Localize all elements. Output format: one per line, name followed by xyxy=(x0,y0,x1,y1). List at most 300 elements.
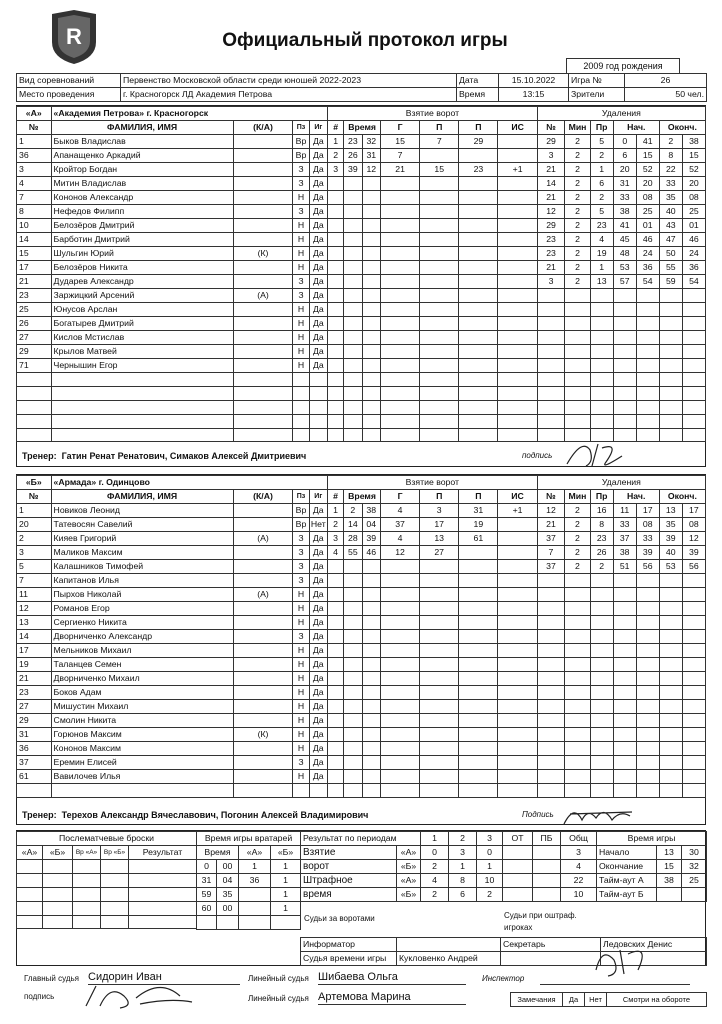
table-cell: 3 xyxy=(537,149,565,163)
table-cell: Пз xyxy=(293,490,309,504)
table-cell: 45 xyxy=(613,233,636,247)
table-cell: Да xyxy=(309,233,327,247)
table-cell: Н xyxy=(293,261,309,275)
table-row xyxy=(17,177,706,191)
table-cell: Сергиенко Никита xyxy=(51,616,233,630)
table-cell: 3 xyxy=(561,846,597,860)
table-cell: 1 xyxy=(239,860,271,874)
table-cell: 55 xyxy=(344,546,362,560)
table-cell: 08 xyxy=(636,191,659,205)
table-cell: Н xyxy=(293,602,309,616)
table-cell: Горюнов Максим xyxy=(51,728,233,742)
table-cell: (К) xyxy=(233,728,293,742)
penalties-title: Удаления xyxy=(537,107,705,121)
referee-signature-icon xyxy=(80,978,200,1012)
table-cell: 27 xyxy=(17,331,52,345)
table-cell: Мельников Михаил xyxy=(51,644,233,658)
table-cell: Кислов Мстислав xyxy=(51,331,233,345)
table-cell: Результат xyxy=(129,846,197,860)
table-cell: 2 xyxy=(477,888,503,902)
table-row xyxy=(17,205,706,219)
table-cell: 8 xyxy=(449,874,477,888)
table-cell: 54 xyxy=(636,275,659,289)
table-cell: 2 xyxy=(590,191,613,205)
table-cell: 4 xyxy=(17,177,52,191)
table-cell xyxy=(233,205,293,219)
table-cell xyxy=(682,888,707,902)
table-cell: Н xyxy=(293,714,309,728)
table-cell: 15 xyxy=(636,149,659,163)
table-cell: 31 xyxy=(362,149,380,163)
table-cell: 2 xyxy=(17,532,52,546)
table-cell: 2 xyxy=(565,546,590,560)
table-cell: 46 xyxy=(636,233,659,247)
table-cell: 2 xyxy=(565,135,590,149)
table-row xyxy=(17,247,706,261)
table-cell: Да xyxy=(309,205,327,219)
table-cell: 29 xyxy=(17,345,52,359)
birth-year: 2009 год рождения xyxy=(566,58,680,73)
table-cell: 4 xyxy=(561,860,597,874)
table-row xyxy=(17,672,706,686)
table-cell xyxy=(233,686,293,700)
table-row xyxy=(17,560,706,574)
goal-judges-label: Судьи за воротами xyxy=(304,914,375,923)
table-cell: «Б» xyxy=(397,860,421,874)
table-cell: Н xyxy=(293,616,309,630)
table-cell xyxy=(498,532,537,546)
table-cell: Да xyxy=(309,630,327,644)
table-cell: Вр «А» xyxy=(73,846,101,860)
table-cell: Г xyxy=(381,121,420,135)
linesman-1-name: Шибаева Ольга xyxy=(318,971,466,985)
table-cell xyxy=(233,770,293,784)
table-cell: 3 xyxy=(17,163,52,177)
table-cell: 55 xyxy=(659,261,682,275)
table-cell: 2 xyxy=(590,560,613,574)
info-table xyxy=(16,73,707,102)
linesman-1-label: Линейный судья xyxy=(248,974,309,983)
table-cell: Оконч. xyxy=(659,121,705,135)
table-cell: Да xyxy=(309,275,327,289)
table-cell: 3 xyxy=(420,504,459,518)
inspector-label: Инспектор xyxy=(482,974,525,983)
table-cell xyxy=(233,630,293,644)
table-cell: 0 xyxy=(477,846,503,860)
table-cell: 56 xyxy=(682,560,705,574)
table-cell: З xyxy=(293,163,309,177)
table-cell: 25 xyxy=(17,303,52,317)
table-cell: Н xyxy=(293,345,309,359)
table-cell: Да xyxy=(309,191,327,205)
table-cell: Да xyxy=(309,247,327,261)
team-b-table xyxy=(16,475,706,798)
table-cell: 13 xyxy=(657,846,682,860)
table-cell: 39 xyxy=(682,546,705,560)
table-cell: Время xyxy=(344,490,381,504)
table-cell: Да xyxy=(309,658,327,672)
table-cell: 29 xyxy=(537,219,565,233)
table-cell: 33 xyxy=(613,518,636,532)
table-cell: 1 xyxy=(17,504,52,518)
table-cell: Богатырев Дмитрий xyxy=(51,317,233,331)
table-cell: Да xyxy=(309,289,327,303)
table-cell: 61 xyxy=(17,770,52,784)
table-row xyxy=(17,588,706,602)
table-row xyxy=(17,658,706,672)
table-cell: Смолин Никита xyxy=(51,714,233,728)
table-cell: 0 xyxy=(421,846,449,860)
table-cell: Мин xyxy=(565,121,590,135)
table-cell xyxy=(233,546,293,560)
table-cell: Оконч. xyxy=(659,490,705,504)
table-row xyxy=(17,728,706,742)
table-cell: 39 xyxy=(344,163,362,177)
table-cell: Нач. xyxy=(613,121,659,135)
table-cell: 50 xyxy=(659,247,682,261)
table-cell: 35 xyxy=(659,518,682,532)
table-cell: 23 xyxy=(590,532,613,546)
table-cell: Кукловенко Андрей xyxy=(397,952,501,966)
table-cell: 59 xyxy=(659,275,682,289)
table-cell: Да xyxy=(309,163,327,177)
table-cell: (А) xyxy=(233,532,293,546)
table-cell: Еремин Елисей xyxy=(51,756,233,770)
table-cell: 26 xyxy=(17,317,52,331)
goalie-time-table xyxy=(196,831,301,930)
table-cell: (А) xyxy=(233,588,293,602)
table-cell: 1 xyxy=(421,832,449,846)
table-cell: 1 xyxy=(271,902,301,916)
table-cell: Да xyxy=(309,728,327,742)
table-cell: 15 xyxy=(381,135,420,149)
table-cell: Таланцев Семен xyxy=(51,658,233,672)
table-cell: Н xyxy=(293,219,309,233)
table-row xyxy=(17,630,706,644)
table-cell: 27 xyxy=(420,546,459,560)
table-cell: 12 xyxy=(380,546,419,560)
table-cell xyxy=(233,616,293,630)
league-logo-icon xyxy=(48,8,100,66)
table-cell: 2 xyxy=(565,532,590,546)
table-cell: 60 xyxy=(197,902,217,916)
table-cell: 14 xyxy=(344,518,362,532)
table-cell: 5 xyxy=(590,135,613,149)
table-cell: 25 xyxy=(636,205,659,219)
referee-sign-label: подпись xyxy=(24,992,55,1001)
table-cell: Секретарь xyxy=(501,938,601,952)
table-cell xyxy=(498,135,537,149)
table-row xyxy=(17,574,706,588)
table-cell: 2 xyxy=(565,177,590,191)
table-cell: Начало xyxy=(597,846,657,860)
table-cell: 22 xyxy=(659,163,682,177)
table-cell: Окончание xyxy=(597,860,657,874)
table-row xyxy=(17,135,706,149)
table-cell: 31 xyxy=(613,177,636,191)
table-cell: 36 xyxy=(17,149,52,163)
table-cell: 04 xyxy=(217,874,239,888)
table-cell: 2 xyxy=(565,205,590,219)
table-cell: 7 xyxy=(537,546,565,560)
table-cell: З xyxy=(293,560,309,574)
table-cell: ФАМИЛИЯ, ИМЯ xyxy=(51,121,233,135)
table-cell: Информатор xyxy=(301,938,397,952)
table-cell xyxy=(233,602,293,616)
table-cell: Пр xyxy=(590,490,613,504)
table-cell: 8 xyxy=(659,149,682,163)
table-cell: 13 xyxy=(659,504,682,518)
table-cell: Да xyxy=(309,602,327,616)
table-cell: +1 xyxy=(498,163,537,177)
table-cell: Дата xyxy=(457,74,499,88)
table-cell: Пр xyxy=(590,121,613,135)
table-cell: 1 xyxy=(328,135,344,149)
table-cell: 33 xyxy=(636,532,659,546)
table-row xyxy=(17,303,706,317)
table-cell: 2 xyxy=(565,233,590,247)
table-cell xyxy=(233,518,293,532)
table-cell: 15 xyxy=(420,163,459,177)
table-cell: Да xyxy=(309,345,327,359)
table-cell: 15 xyxy=(682,149,705,163)
table-cell: 2 xyxy=(565,163,590,177)
table-cell xyxy=(233,658,293,672)
table-cell: 37 xyxy=(613,532,636,546)
table-cell: 2 xyxy=(327,518,343,532)
table-cell: Да xyxy=(309,149,327,163)
table-row xyxy=(17,359,706,373)
table-cell: 26 xyxy=(590,546,613,560)
table-cell: 21 xyxy=(381,163,420,177)
table-row xyxy=(17,219,706,233)
table-cell: Да xyxy=(309,177,327,191)
table-row xyxy=(17,644,706,658)
table-cell xyxy=(233,177,293,191)
table-cell: 53 xyxy=(659,560,682,574)
table-cell xyxy=(233,672,293,686)
table-cell: 37 xyxy=(380,518,419,532)
table-cell: Время xyxy=(457,88,499,102)
secretary-signature-icon xyxy=(590,940,660,980)
table-cell: 08 xyxy=(682,191,705,205)
table-cell: 1 xyxy=(271,888,301,902)
table-cell xyxy=(233,163,293,177)
table-cell: Да xyxy=(309,644,327,658)
table-cell: 48 xyxy=(613,247,636,261)
table-cell: Общ xyxy=(561,832,597,846)
table-row xyxy=(17,616,706,630)
table-cell xyxy=(233,317,293,331)
table-cell: 52 xyxy=(636,163,659,177)
team-b-coach xyxy=(22,810,368,820)
table-cell: Белозёров Никита xyxy=(51,261,233,275)
table-cell: Терехов Александр Вячеславович, Погонин Алексей Владимирович xyxy=(61,810,369,820)
table-row xyxy=(17,602,706,616)
table-cell: Пырхов Николай xyxy=(51,588,233,602)
table-row xyxy=(17,289,706,303)
table-cell: Да xyxy=(309,756,327,770)
table-cell: 8 xyxy=(17,205,52,219)
team-a-sign-label: подпись xyxy=(522,451,553,460)
table-cell: Штрафное xyxy=(301,874,397,888)
table-cell xyxy=(239,888,271,902)
table-cell: 40 xyxy=(659,546,682,560)
table-cell: 2 xyxy=(565,504,590,518)
table-cell: 38 xyxy=(613,205,636,219)
table-cell: 33 xyxy=(613,191,636,205)
table-cell: Взятие xyxy=(301,846,397,860)
table-cell: 28 xyxy=(344,532,362,546)
table-row xyxy=(17,275,706,289)
table-cell: 14 xyxy=(537,177,565,191)
linesman-2-label: Линейный судья xyxy=(248,994,309,1003)
table-cell: 43 xyxy=(659,219,682,233)
table-cell: Да xyxy=(309,616,327,630)
table-cell: Да xyxy=(309,219,327,233)
table-cell: 00 xyxy=(217,860,239,874)
table-cell: 1 xyxy=(271,860,301,874)
table-cell: Иг xyxy=(309,121,327,135)
table-cell: 2 xyxy=(565,149,590,163)
table-cell: Апанащенко Аркадий xyxy=(51,149,233,163)
table-cell: 51 xyxy=(613,560,636,574)
table-cell: Да xyxy=(309,672,327,686)
table-cell: 39 xyxy=(362,532,380,546)
table-cell: 21 xyxy=(17,672,52,686)
table-cell: 2 xyxy=(565,518,590,532)
table-cell: ФАМИЛИЯ, ИМЯ xyxy=(51,490,233,504)
table-cell: Да xyxy=(309,546,327,560)
table-cell: 25 xyxy=(682,205,705,219)
table-cell: Да xyxy=(309,742,327,756)
table-cell: 36 xyxy=(17,742,52,756)
table-cell: 2 xyxy=(565,219,590,233)
table-cell: 32 xyxy=(362,135,380,149)
table-cell: Да xyxy=(309,331,327,345)
table-cell: З xyxy=(293,275,309,289)
table-cell xyxy=(459,546,498,560)
table-cell: Новиков Леонид xyxy=(51,504,233,518)
table-cell: Смотри на обороте xyxy=(607,993,707,1007)
table-cell: Н xyxy=(293,191,309,205)
referee-label: Главный судья xyxy=(24,974,80,983)
table-cell: Романов Егор xyxy=(51,602,233,616)
table-cell: Да xyxy=(309,700,327,714)
table-cell: # xyxy=(328,121,344,135)
table-cell xyxy=(233,359,293,373)
table-row xyxy=(17,518,706,532)
table-cell: 2 xyxy=(565,191,590,205)
table-cell: 37 xyxy=(537,532,565,546)
table-cell: 41 xyxy=(613,219,636,233)
table-cell: 4 xyxy=(327,546,343,560)
table-cell: 3 xyxy=(537,275,565,289)
table-cell xyxy=(233,700,293,714)
table-cell: 41 xyxy=(636,135,659,149)
table-cell xyxy=(498,149,537,163)
table-cell: Вавилочев Илья xyxy=(51,770,233,784)
table-cell: Н xyxy=(293,303,309,317)
table-cell: Тренер: xyxy=(22,451,57,461)
table-cell: 12 xyxy=(17,602,52,616)
table-cell: З xyxy=(293,532,309,546)
team-name: «Академия Петрова» г. Красногорск xyxy=(51,107,328,121)
table-cell: «А» xyxy=(397,874,421,888)
page-title: Официальный протокол игры xyxy=(222,30,508,51)
table-cell: Время xyxy=(197,846,239,860)
table-cell: Маликов Максим xyxy=(51,546,233,560)
table-row xyxy=(17,317,706,331)
table-cell: З xyxy=(293,574,309,588)
table-cell: Дударев Александр xyxy=(51,275,233,289)
table-cell: 10 xyxy=(561,888,597,902)
table-cell xyxy=(233,331,293,345)
table-cell: 12 xyxy=(682,532,705,546)
table-cell: 2 xyxy=(421,888,449,902)
table-cell: Нефедов Филипп xyxy=(51,205,233,219)
table-cell: «Б» xyxy=(397,888,421,902)
table-cell: № xyxy=(17,490,52,504)
table-cell: 56 xyxy=(636,560,659,574)
table-cell xyxy=(233,219,293,233)
table-cell: Да xyxy=(309,714,327,728)
table-cell: 1 xyxy=(271,874,301,888)
table-cell: 17 xyxy=(636,504,659,518)
table-cell: Дворниченко Александр xyxy=(51,630,233,644)
table-cell: 4 xyxy=(421,874,449,888)
table-cell: П xyxy=(459,490,498,504)
table-cell: 19 xyxy=(590,247,613,261)
table-cell: # xyxy=(327,490,343,504)
table-row xyxy=(17,149,706,163)
table-cell: Митин Владислав xyxy=(51,177,233,191)
table-cell: +1 xyxy=(498,504,537,518)
table-cell: 38 xyxy=(613,546,636,560)
table-cell: 46 xyxy=(682,233,705,247)
table-cell: Н xyxy=(293,359,309,373)
table-cell: 21 xyxy=(537,518,565,532)
table-cell: Юнусов Арслан xyxy=(51,303,233,317)
table-cell: 23 xyxy=(17,289,52,303)
table-cell: 17 xyxy=(17,261,52,275)
table-cell: 1 xyxy=(477,860,503,874)
table-cell: Вид соревнований xyxy=(17,74,121,88)
table-row xyxy=(17,345,706,359)
table-cell: 04 xyxy=(362,518,380,532)
table-row xyxy=(17,700,706,714)
table-cell: 4 xyxy=(590,233,613,247)
table-cell: Н xyxy=(293,644,309,658)
table-cell: Г xyxy=(380,490,419,504)
table-cell: 15 xyxy=(657,860,682,874)
table-cell: Капитанов Илья xyxy=(51,574,233,588)
table-cell: 21 xyxy=(537,191,565,205)
table-row xyxy=(17,233,706,247)
table-cell: 13 xyxy=(17,616,52,630)
table-cell: З xyxy=(293,630,309,644)
table-cell: Игра № xyxy=(569,74,625,88)
table-cell: Н xyxy=(293,742,309,756)
table-cell: 5 xyxy=(17,560,52,574)
table-cell: 33 xyxy=(659,177,682,191)
table-row xyxy=(17,532,706,546)
table-cell: «А» xyxy=(397,846,421,860)
table-cell: (А) xyxy=(233,289,293,303)
table-cell: 38 xyxy=(657,874,682,888)
table-cell: 20 xyxy=(682,177,705,191)
table-cell: Дворниченко Михаил xyxy=(51,672,233,686)
